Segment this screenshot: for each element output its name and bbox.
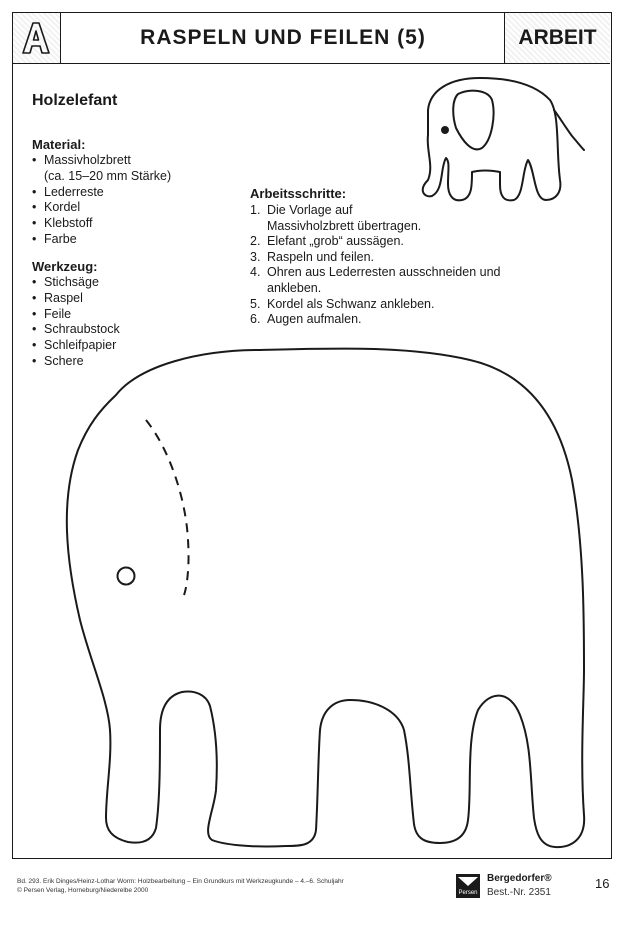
step-number: 6. [250, 312, 261, 327]
steps-heading: Arbeitsschritte: [250, 186, 347, 201]
list-item: • Raspel [32, 291, 120, 307]
step-number: 5. [250, 296, 261, 311]
list-item: • Kordel [32, 200, 171, 216]
project-title: Holzelefant [32, 92, 118, 109]
list-item: • Massivholzbrett [32, 153, 171, 169]
steps-list [250, 203, 501, 328]
list-item: • Farbe [32, 232, 171, 248]
step-text: Raspeln und feilen. [267, 249, 375, 264]
step-item [250, 312, 501, 328]
citation-line: Bd. 293. Erik Dinges/Heinz-Lothar Worm: Holzbearbeitung – Ein Grundkurs mit Werkzeugkunde – 4.–6. Schuljahr [17, 878, 344, 885]
category-badge: ARBEIT [504, 13, 610, 63]
material-heading: Material: [32, 137, 86, 152]
step-number: 4. [250, 265, 261, 280]
step-number: 1. [250, 203, 261, 217]
list-item: • Klebstoff [32, 216, 171, 232]
step-item [250, 250, 501, 266]
list-item: • Schere [32, 354, 120, 370]
step-text: Augen aufmalen. [267, 312, 362, 327]
step-item [250, 281, 501, 297]
step-text: ankleben. [267, 280, 322, 295]
step-text: Die Vorlage auf [267, 203, 353, 217]
page-number: 16 [595, 876, 610, 891]
step-text: Kordel als Schwanz ankleben. [267, 296, 435, 311]
header [13, 13, 610, 64]
list-item: • Schraubstock [32, 322, 120, 338]
list-item-note [32, 169, 171, 185]
list-item: • Stichsäge [32, 275, 120, 291]
werkzeug-list [32, 275, 120, 370]
publisher-logo-icon [456, 874, 480, 898]
list-item: • Feile [32, 307, 120, 323]
step-number: 3. [250, 249, 261, 264]
citation [17, 877, 344, 895]
step-item [250, 297, 501, 313]
step-text: Massivholzbrett übertragen. [267, 218, 422, 233]
letter-a-icon [20, 21, 52, 55]
section-letter: A [20, 21, 21, 22]
citation-line: © Persen Verlag, Horneburg/Niederelbe 2000 [17, 887, 149, 894]
step-item [250, 219, 501, 235]
step-item [250, 234, 501, 250]
step-item [250, 203, 501, 219]
publisher-name: Bergedorfer® [487, 873, 552, 884]
material-note: (ca. 15–20 mm Stärke) [44, 168, 172, 183]
list-item: • Schleifpapier [32, 338, 120, 354]
werkzeug-heading: Werkzeug: [32, 259, 98, 274]
section-letter-box [13, 13, 61, 63]
worksheet [12, 12, 612, 859]
page-title: RASPELN UND FEILEN (5) [140, 26, 426, 49]
step-number: 2. [250, 234, 261, 249]
publisher-logo [456, 874, 480, 898]
list-item: • Lederreste [32, 185, 171, 201]
step-text: Ohren aus Lederresten ausschneiden und [267, 265, 501, 280]
order-number: Best.-Nr. 2351 [487, 887, 551, 898]
material-list [32, 153, 171, 248]
step-item [250, 265, 501, 281]
step-text: Elefant „grob“ aussägen. [267, 234, 404, 249]
logo-text: Persen [458, 890, 478, 896]
